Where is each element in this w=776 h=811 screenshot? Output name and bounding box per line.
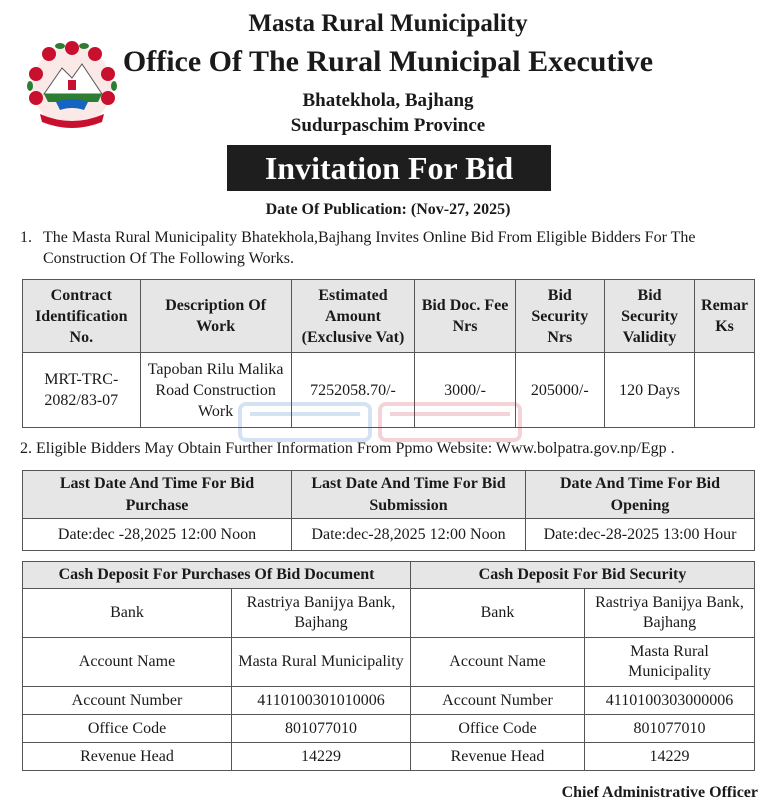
- deposit-label-account-name-right: Account Name: [411, 638, 585, 687]
- dates-cell-opening: Date:dec-28-2025 13:00 Hour: [526, 519, 755, 551]
- works-header-bid-security: Bid Security Nrs: [515, 280, 604, 353]
- works-header-description: Description Of Work: [140, 280, 291, 353]
- table-row: [23, 589, 755, 638]
- works-header-estimated-amount: Estimated Amount (Exclusive Vat): [291, 280, 415, 353]
- deposit-value-account-name-right: Masta Rural Municipality: [585, 638, 755, 687]
- dates-header-submission: Last Date And Time For Bid Submission: [292, 471, 526, 519]
- works-header-security-validity: Bid Security Validity: [604, 280, 694, 353]
- deposit-header-row: [23, 562, 755, 589]
- deposit-header-bid-security: Cash Deposit For Bid Security: [411, 562, 755, 589]
- dates-header-purchase: Last Date And Time For Bid Purchase: [23, 471, 292, 519]
- deposit-value-account-number-left: 4110100301010006: [232, 687, 411, 715]
- works-cell-bid-security: 205000/-: [515, 353, 604, 428]
- deposit-label-account-number-right: Account Number: [411, 687, 585, 715]
- office-name: Office Of The Rural Municipal Executive: [122, 45, 654, 78]
- municipality-name: Masta Rural Municipality: [248, 10, 528, 37]
- invitation-banner: Invitation For Bid: [227, 145, 551, 191]
- table-row: [23, 715, 755, 743]
- works-cell-contract-id: MRT-TRC-2082/83-07: [23, 353, 141, 428]
- works-header-remarks: Remar Ks: [695, 280, 755, 353]
- table-row: [23, 638, 755, 687]
- dates-cell-submission: Date:dec-28,2025 12:00 Noon: [292, 519, 526, 551]
- works-cell-doc-fee: 3000/-: [415, 353, 515, 428]
- deposit-label-bank-left: Bank: [23, 589, 232, 638]
- works-header-contract-id: Contract Identification No.: [23, 280, 141, 353]
- table-row: [23, 687, 755, 715]
- deposit-label-office-code-left: Office Code: [23, 715, 232, 743]
- table-row: [23, 743, 755, 771]
- dates-table: [22, 470, 755, 551]
- deposit-value-office-code-left: 801077010: [232, 715, 411, 743]
- signature-title: Chief Administrative Officer: [561, 784, 758, 801]
- deposit-value-revenue-head-left: 14229: [232, 743, 411, 771]
- works-cell-estimated-amount: 7252058.70/-: [291, 353, 415, 428]
- publication-date: Date Of Publication: (Nov-27, 2025): [265, 201, 511, 218]
- deposit-label-revenue-head-right: Revenue Head: [411, 743, 585, 771]
- works-cell-remarks: [695, 353, 755, 428]
- deposit-label-account-name-left: Account Name: [23, 638, 232, 687]
- address-line-2: Sudurpaschim Province: [290, 115, 486, 136]
- paragraph-1-text: The Masta Rural Municipality Bhatekhola,Bajhang Invites Online Bid From Eligible Bidders For The Construction Of The Following Works.: [43, 229, 696, 267]
- deposit-header-bid-document: Cash Deposit For Purchases Of Bid Document: [23, 562, 411, 589]
- deposit-label-office-code-right: Office Code: [411, 715, 585, 743]
- paragraph-1-number: 1.: [20, 229, 32, 246]
- address-line-1: Bhatekhola, Bajhang: [302, 90, 474, 111]
- works-header-doc-fee: Bid Doc. Fee Nrs: [415, 280, 515, 353]
- deposit-label-revenue-head-left: Revenue Head: [23, 743, 232, 771]
- paragraph-1: [20, 227, 760, 269]
- dates-header-row: [23, 471, 755, 519]
- works-cell-description: Tapoban Rilu Malika Road Construction Work: [140, 353, 291, 428]
- works-cell-security-validity: 120 Days: [604, 353, 694, 428]
- works-table-header-row: [23, 280, 755, 353]
- deposit-label-account-number-left: Account Number: [23, 687, 232, 715]
- deposit-label-bank-right: Bank: [411, 589, 585, 638]
- deposit-table: [22, 561, 755, 771]
- deposit-value-bank-right: Rastriya Banijya Bank, Bajhang: [585, 589, 755, 638]
- paragraph-2: 2. Eligible Bidders May Obtain Further Information From Ppmo Website: Www.bolpatra.gov.np/Egp .: [20, 440, 675, 457]
- deposit-value-account-number-right: 4110100303000006: [585, 687, 755, 715]
- dates-cell-purchase: Date:dec -28,2025 12:00 Noon: [23, 519, 292, 551]
- deposit-value-account-name-left: Masta Rural Municipality: [232, 638, 411, 687]
- deposit-value-revenue-head-right: 14229: [585, 743, 755, 771]
- deposit-value-office-code-right: 801077010: [585, 715, 755, 743]
- table-row: [23, 519, 755, 551]
- deposit-value-bank-left: Rastriya Banijya Bank, Bajhang: [232, 589, 411, 638]
- dates-header-opening: Date And Time For Bid Opening: [526, 471, 755, 519]
